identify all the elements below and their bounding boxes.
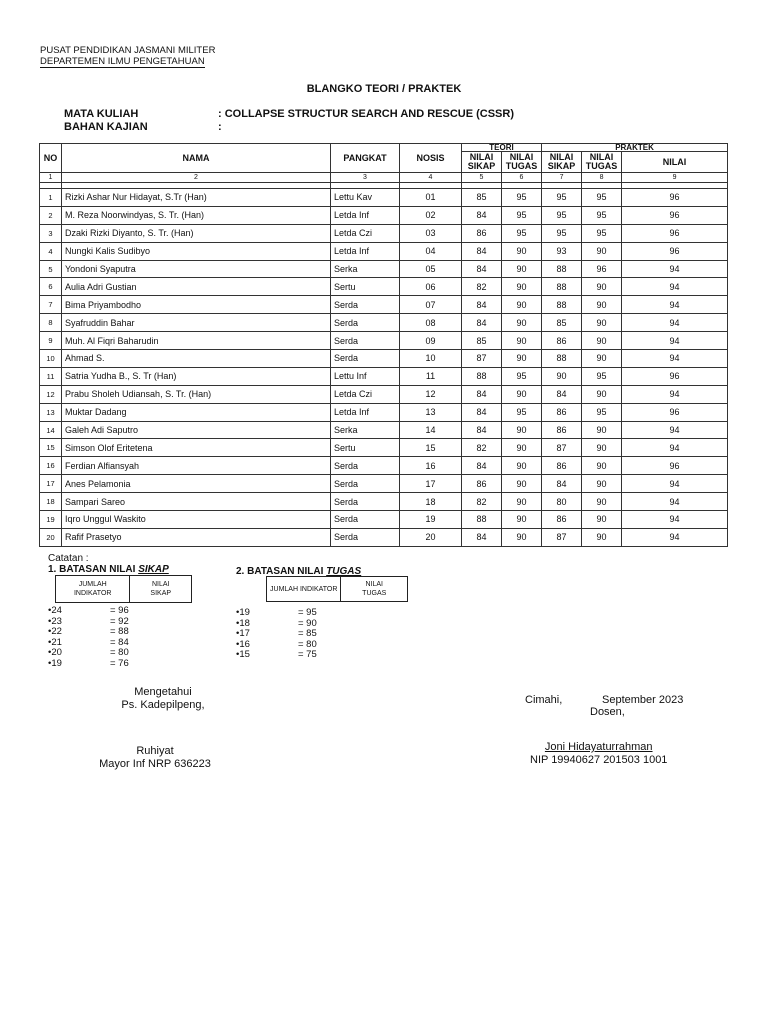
cell-nosis: 07	[400, 296, 462, 314]
cell-nilai: 96	[622, 189, 728, 207]
cell-pt: 90	[582, 439, 622, 457]
cell-no: 6	[40, 278, 62, 296]
cell-ps: 86	[542, 421, 582, 439]
cell-no: 4	[40, 242, 62, 260]
cell-no: 14	[40, 421, 62, 439]
cell-no: 15	[40, 439, 62, 457]
cell-pt: 90	[582, 314, 622, 332]
cell-pt: 90	[582, 421, 622, 439]
scale-item: •21 = 84	[48, 636, 129, 648]
cell-ts: 84	[462, 385, 502, 403]
cell-pt: 90	[582, 475, 622, 493]
left-signature-name: Ruhiyat Mayor Inf NRP 636223	[99, 745, 211, 770]
cell-nosis: 04	[400, 242, 462, 260]
cell-tt: 90	[502, 493, 542, 511]
cell-nosis: 11	[400, 367, 462, 385]
cell-ts: 86	[462, 475, 502, 493]
institution-line-1: PUSAT PENDIDIKAN JASMANI MILITER	[40, 45, 216, 56]
cell-pt: 95	[582, 367, 622, 385]
cell-ps: 95	[542, 206, 582, 224]
scale-item: •22 = 88	[48, 626, 129, 637]
cell-nama: Simson Olof Eritetena	[62, 439, 331, 457]
cell-no: 2	[40, 206, 62, 224]
cell-nosis: 19	[400, 511, 462, 529]
cell-tt: 90	[502, 332, 542, 350]
cell-no: 19	[40, 511, 62, 529]
cell-nama: Aulia Adri Gustian	[62, 278, 331, 296]
header-nilai: NILAI	[622, 152, 728, 173]
tugas-header-box: JUMLAH INDIKATOR NILAI TUGAS	[266, 576, 408, 602]
scale-item: •19 = 95	[236, 607, 317, 618]
cell-ps: 86	[542, 403, 582, 421]
cell-nama: Ahmad S.	[62, 350, 331, 368]
cell-pangkat: Serda	[331, 475, 400, 493]
cell-ts: 88	[462, 367, 502, 385]
mata-kuliah-label: MATA KULIAH	[64, 108, 139, 120]
cell-pangkat: Serka	[331, 260, 400, 278]
bahan-kajian-label: BAHAN KAJIAN	[64, 121, 148, 133]
header-praktek-tugas: NILAI TUGAS	[582, 152, 622, 173]
sikap-header-box: JUMLAH INDIKATOR NILAI SIKAP	[55, 575, 192, 603]
cell-ts: 84	[462, 314, 502, 332]
cell-nama: Satria Yudha B., S. Tr (Han)	[62, 367, 331, 385]
cell-ts: 84	[462, 457, 502, 475]
cell-ts: 85	[462, 189, 502, 207]
cell-nilai: 96	[622, 224, 728, 242]
cell-no: 11	[40, 367, 62, 385]
table-row	[40, 511, 728, 529]
scale-item: •20 = 80	[48, 647, 129, 658]
cell-nosis: 14	[400, 421, 462, 439]
header-teori: TEORI	[462, 144, 542, 152]
cell-pt: 90	[582, 296, 622, 314]
cell-tt: 90	[502, 296, 542, 314]
cell-pt: 90	[582, 457, 622, 475]
cell-pangkat: Serda	[331, 528, 400, 546]
table-row	[40, 242, 728, 260]
cell-nosis: 02	[400, 206, 462, 224]
cell-nilai: 96	[622, 367, 728, 385]
column-number-row: 1 2 3 4 5 6 7 8 9	[40, 173, 728, 183]
scale-item: •19 = 76	[48, 657, 129, 669]
cell-ts: 86	[462, 224, 502, 242]
table-row	[40, 206, 728, 224]
header-nama: NAMA	[62, 144, 331, 173]
scale-item: •15 = 75	[236, 649, 317, 660]
cell-pangkat: Letda Inf	[331, 206, 400, 224]
cell-nosis: 01	[400, 189, 462, 207]
cell-ts: 84	[462, 528, 502, 546]
signature-date: September 2023	[602, 694, 684, 706]
cell-nilai: 94	[622, 332, 728, 350]
cell-nama: Muktar Dadang	[62, 403, 331, 421]
cell-nilai: 94	[622, 475, 728, 493]
cell-nosis: 13	[400, 403, 462, 421]
header-pangkat: PANGKAT	[331, 144, 400, 173]
cell-pangkat: Serka	[331, 421, 400, 439]
cell-ps: 86	[542, 511, 582, 529]
cell-tt: 95	[502, 367, 542, 385]
header-teori-tugas: NILAI TUGAS	[502, 152, 542, 173]
cell-pt: 95	[582, 224, 622, 242]
cell-nosis: 16	[400, 457, 462, 475]
cell-ts: 82	[462, 493, 502, 511]
cell-nama: Syafruddin Bahar	[62, 314, 331, 332]
cell-ts: 84	[462, 260, 502, 278]
cell-nama: M. Reza Noorwindyas, S. Tr. (Han)	[62, 206, 331, 224]
cell-tt: 90	[502, 475, 542, 493]
cell-no: 13	[40, 403, 62, 421]
cell-pt: 90	[582, 350, 622, 368]
cell-pt: 95	[582, 403, 622, 421]
scale-item: •23 = 92	[48, 615, 129, 627]
cell-tt: 95	[502, 206, 542, 224]
table-row	[40, 475, 728, 493]
tugas-scale	[236, 608, 317, 661]
cell-no: 12	[40, 385, 62, 403]
table-row	[40, 528, 728, 546]
cell-pt: 90	[582, 493, 622, 511]
cell-nama: Nungki Kalis Sudibyo	[62, 242, 331, 260]
cell-ps: 86	[542, 332, 582, 350]
scale-item: •17 = 85	[236, 628, 317, 639]
cell-no: 20	[40, 528, 62, 546]
table-body	[40, 189, 728, 547]
cell-nama: Yondoni Syaputra	[62, 260, 331, 278]
cell-pt: 95	[582, 206, 622, 224]
notes-label: Catatan :	[48, 553, 89, 564]
cell-ps: 93	[542, 242, 582, 260]
cell-tt: 90	[502, 385, 542, 403]
cell-ts: 84	[462, 242, 502, 260]
cell-pangkat: Sertu	[331, 439, 400, 457]
cell-nilai: 94	[622, 493, 728, 511]
grades-table	[39, 143, 728, 547]
cell-ts: 84	[462, 421, 502, 439]
cell-pangkat: Serda	[331, 493, 400, 511]
batasan-sikap-title: 1. BATASAN NILAI SIKAP	[48, 564, 169, 575]
cell-nosis: 08	[400, 314, 462, 332]
cell-nilai: 94	[622, 314, 728, 332]
cell-ts: 85	[462, 332, 502, 350]
signature-place: Cimahi,	[525, 694, 563, 706]
cell-nosis: 03	[400, 224, 462, 242]
cell-ts: 84	[462, 296, 502, 314]
cell-nama: Sampari Sareo	[62, 493, 331, 511]
cell-no: 18	[40, 493, 62, 511]
table-row	[40, 224, 728, 242]
cell-nosis: 10	[400, 350, 462, 368]
header-no: NO	[40, 144, 62, 173]
cell-pt: 95	[582, 189, 622, 207]
mata-kuliah-value: : COLLAPSE STRUCTUR SEARCH AND RESCUE (CSSR)	[218, 108, 514, 120]
cell-pt: 90	[582, 511, 622, 529]
cell-nilai: 96	[622, 242, 728, 260]
cell-nama: Ferdian Alfiansyah	[62, 457, 331, 475]
table-row	[40, 332, 728, 350]
cell-tt: 90	[502, 421, 542, 439]
scale-item: •16 = 80	[236, 638, 317, 650]
cell-pangkat: Letda Czi	[331, 385, 400, 403]
cell-nilai: 94	[622, 260, 728, 278]
institution-line-2: DEPARTEMEN ILMU PENGETAHUAN	[40, 56, 205, 67]
cell-no: 3	[40, 224, 62, 242]
cell-nilai: 96	[622, 206, 728, 224]
cell-pangkat: Serda	[331, 457, 400, 475]
cell-pangkat: Lettu Inf	[331, 367, 400, 385]
cell-nilai: 94	[622, 528, 728, 546]
cell-ps: 88	[542, 278, 582, 296]
cell-nosis: 09	[400, 332, 462, 350]
cell-ps: 86	[542, 457, 582, 475]
cell-nama: Rafif Prasetyo	[62, 528, 331, 546]
cell-pangkat: Letda Czi	[331, 224, 400, 242]
header-nosis: NOSIS	[400, 144, 462, 173]
cell-no: 16	[40, 457, 62, 475]
signature-role: Dosen,	[590, 706, 625, 718]
bahan-kajian-value: :	[218, 121, 222, 133]
table-row	[40, 493, 728, 511]
cell-pangkat: Serda	[331, 332, 400, 350]
cell-nilai: 94	[622, 421, 728, 439]
cell-nosis: 12	[400, 385, 462, 403]
cell-pangkat: Serda	[331, 314, 400, 332]
batasan-tugas-title: 2. BATASAN NILAI TUGAS	[236, 566, 362, 577]
cell-ps: 88	[542, 260, 582, 278]
cell-pangkat: Letda Inf	[331, 242, 400, 260]
table-row	[40, 385, 728, 403]
cell-pangkat: Serda	[331, 511, 400, 529]
cell-pangkat: Sertu	[331, 278, 400, 296]
cell-tt: 90	[502, 511, 542, 529]
cell-pt: 96	[582, 260, 622, 278]
cell-tt: 90	[502, 439, 542, 457]
cell-tt: 95	[502, 403, 542, 421]
cell-no: 5	[40, 260, 62, 278]
cell-ps: 84	[542, 475, 582, 493]
cell-ps: 87	[542, 439, 582, 457]
cell-no: 17	[40, 475, 62, 493]
cell-nama: Prabu Sholeh Udiansah, S. Tr. (Han)	[62, 385, 331, 403]
table-row	[40, 278, 728, 296]
header-praktek: PRAKTEK	[542, 144, 728, 152]
institution-header	[40, 45, 215, 68]
cell-no: 7	[40, 296, 62, 314]
cell-tt: 90	[502, 350, 542, 368]
sikap-scale	[48, 606, 129, 669]
scale-item: •24 = 96	[48, 605, 129, 616]
table-row	[40, 403, 728, 421]
table-row	[40, 314, 728, 332]
cell-nilai: 96	[622, 457, 728, 475]
cell-pangkat: Serda	[331, 350, 400, 368]
cell-ts: 82	[462, 278, 502, 296]
cell-pt: 90	[582, 242, 622, 260]
table-row	[40, 296, 728, 314]
cell-ps: 90	[542, 367, 582, 385]
cell-pangkat: Letda Inf	[331, 403, 400, 421]
cell-ps: 84	[542, 385, 582, 403]
cell-ps: 85	[542, 314, 582, 332]
cell-nilai: 94	[622, 296, 728, 314]
cell-pangkat: Lettu Kav	[331, 189, 400, 207]
cell-tt: 95	[502, 189, 542, 207]
cell-nosis: 05	[400, 260, 462, 278]
cell-nilai: 94	[622, 385, 728, 403]
cell-no: 10	[40, 350, 62, 368]
cell-tt: 90	[502, 278, 542, 296]
header-praktek-sikap: NILAI SIKAP	[542, 152, 582, 173]
cell-ps: 95	[542, 224, 582, 242]
header-teori-sikap: NILAI SIKAP	[462, 152, 502, 173]
cell-tt: 90	[502, 314, 542, 332]
cell-nama: Iqro Unggul Waskito	[62, 511, 331, 529]
cell-tt: 90	[502, 260, 542, 278]
cell-ts: 82	[462, 439, 502, 457]
cell-tt: 90	[502, 457, 542, 475]
cell-ps: 88	[542, 350, 582, 368]
cell-nama: Anes Pelamonia	[62, 475, 331, 493]
cell-nama: Muh. Al Fiqri Baharudin	[62, 332, 331, 350]
table-row	[40, 457, 728, 475]
cell-ps: 80	[542, 493, 582, 511]
right-signature-name: Joni Hidayaturrahman NIP 19940627 201503 1001	[530, 741, 668, 766]
cell-pangkat: Serda	[331, 296, 400, 314]
cell-no: 8	[40, 314, 62, 332]
cell-ts: 84	[462, 403, 502, 421]
cell-ts: 84	[462, 206, 502, 224]
cell-pt: 90	[582, 278, 622, 296]
cell-pt: 90	[582, 528, 622, 546]
cell-nilai: 94	[622, 278, 728, 296]
cell-no: 9	[40, 332, 62, 350]
scale-item: •18 = 90	[236, 617, 317, 629]
cell-nama: Dzaki Rizki Diyanto, S. Tr. (Han)	[62, 224, 331, 242]
cell-ts: 88	[462, 511, 502, 529]
cell-tt: 95	[502, 224, 542, 242]
table-row	[40, 367, 728, 385]
cell-nilai: 96	[622, 403, 728, 421]
table-row	[40, 421, 728, 439]
course-meta	[64, 108, 514, 134]
cell-nilai: 94	[622, 350, 728, 368]
table-row	[40, 439, 728, 457]
cell-nama: Bima Priyambodho	[62, 296, 331, 314]
table-row	[40, 189, 728, 207]
cell-ts: 87	[462, 350, 502, 368]
cell-nama: Galeh Adi Saputro	[62, 421, 331, 439]
cell-pt: 90	[582, 385, 622, 403]
cell-nilai: 94	[622, 439, 728, 457]
cell-ps: 88	[542, 296, 582, 314]
cell-nilai: 94	[622, 511, 728, 529]
cell-ps: 95	[542, 189, 582, 207]
cell-tt: 90	[502, 242, 542, 260]
table-row	[40, 350, 728, 368]
cell-nosis: 06	[400, 278, 462, 296]
cell-nosis: 18	[400, 493, 462, 511]
cell-nosis: 15	[400, 439, 462, 457]
cell-no: 1	[40, 189, 62, 207]
cell-pt: 90	[582, 332, 622, 350]
cell-nosis: 20	[400, 528, 462, 546]
cell-nosis: 17	[400, 475, 462, 493]
left-signature-heading: Mengetahui Ps. Kadepilpeng,	[121, 686, 205, 711]
cell-ps: 87	[542, 528, 582, 546]
document-title: BLANGKO TEORI / PRAKTEK	[306, 83, 462, 95]
cell-tt: 90	[502, 528, 542, 546]
table-row	[40, 260, 728, 278]
cell-nama: Rizki Ashar Nur Hidayat, S.Tr (Han)	[62, 189, 331, 207]
